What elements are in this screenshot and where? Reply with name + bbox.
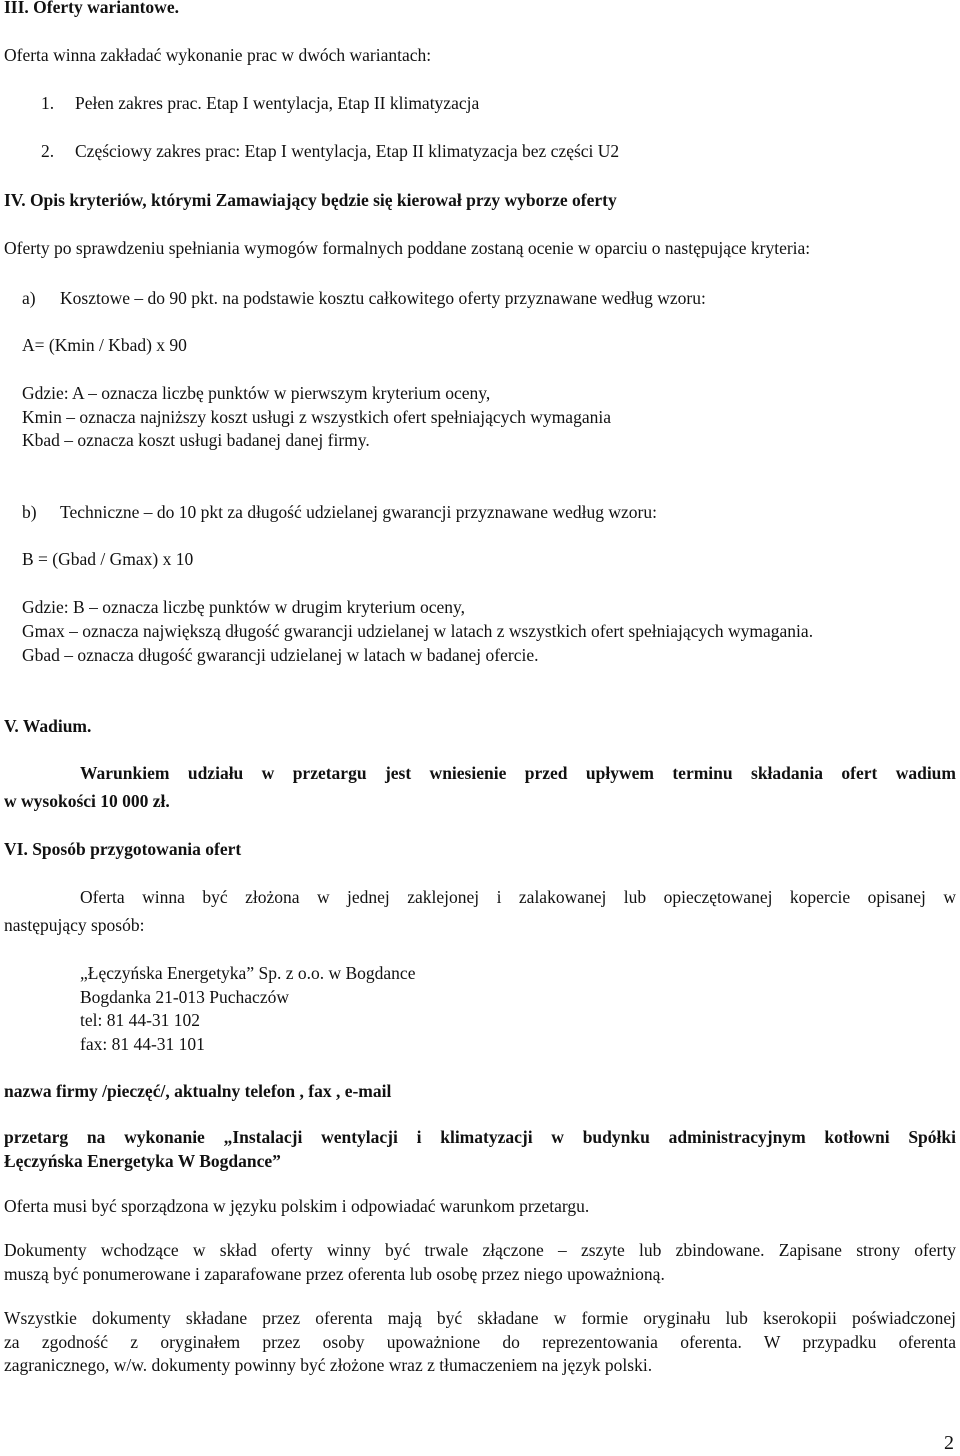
criterion-a: [22, 287, 706, 310]
criterion-a-text: Kosztowe – do 90 pkt. na podstawie kosztu całkowitego oferty przyznawane według wzoru:: [60, 288, 706, 308]
formula-a: A= (Kmin / Kbad) x 90: [22, 335, 187, 355]
criterion-a-label: a): [22, 288, 36, 308]
list-item: [41, 92, 479, 115]
docs-paragraph-1: Dokumenty wchodzące w skład oferty winny być trwale złączone – zszyte lub zbindowane. Zapisane strony oferty: [4, 1240, 956, 1260]
section-5-text-cont: w wysokości 10 000 zł.: [4, 791, 170, 811]
list-item-text: Częściowy zakres prac: Etap I wentylacja, Etap II klimatyzacja bez części U2: [75, 141, 620, 161]
docs-paragraph-2-line3: zagranicznego, w/w. dokumenty powinny być złożone wraz z tłumaczeniem na język polski.: [4, 1355, 653, 1375]
section-6-heading: VI. Sposób przygotowania ofert: [4, 839, 242, 859]
tender-title-cont: Łęczyńska Energetyka W Bogdance”: [4, 1151, 281, 1171]
section-3-heading: III. Oferty wariantowe.: [4, 0, 179, 17]
section-5-heading: V. Wadium.: [4, 716, 92, 736]
list-item-text: Pełen zakres prac. Etap I wentylacja, Etap II klimatyzacja: [75, 93, 480, 113]
address-phone: tel: 81 44-31 102: [80, 1010, 201, 1030]
legend-line: Kbad – oznacza koszt usługi badanej danej firmy.: [22, 430, 370, 450]
language-requirement: Oferta musi być sporządzona w języku polskim i odpowiadać warunkom przetargu.: [4, 1196, 590, 1216]
docs-paragraph-2-line2: za zgodność z oryginałem przez osoby upoważnione do reprezentowania oferenta. W przypadku oferenta: [4, 1332, 956, 1352]
section-5-text: Warunkiem udziału w przetargu jest wniesienie przed upływem terminu składania ofert wadium: [80, 763, 956, 783]
list-item-number: 1.: [41, 93, 55, 113]
docs-paragraph-1-cont: muszą być ponumerowane i zaparafowane przez oferenta lub osobę przez niego upoważnioną.: [4, 1264, 665, 1284]
criterion-b: [22, 501, 657, 524]
list-item: [41, 140, 619, 163]
criterion-b-text: Techniczne – do 10 pkt za długość udzielanej gwarancji przyznawane według wzoru:: [60, 502, 657, 522]
list-item-number: 2.: [41, 141, 55, 161]
docs-paragraph-2: Wszystkie dokumenty składane przez oferenta mają być składane w formie oryginału lub kserokopii poświadczonej: [4, 1308, 956, 1328]
legend-line: Gdzie: B – oznacza liczbę punktów w drugim kryterium oceny,: [22, 597, 466, 617]
address-line: Bogdanka 21-013 Puchaczów: [80, 987, 289, 1007]
section-6-paragraph: Oferta winna być złożona w jednej zaklejonej i zalakowanej lub opieczętowanej kopercie opisanej w: [80, 887, 956, 907]
legend-line: Gmax – oznacza największą długość gwarancji udzielanej w latach z wszystkich ofert spełniających wymagania.: [22, 621, 814, 641]
address-fax: fax: 81 44-31 101: [80, 1034, 205, 1054]
tender-title: przetarg na wykonanie „Instalacji wentylacji i klimatyzacji w budynku administracyjnym kotłowni Spółki: [4, 1127, 956, 1147]
page-number: 2: [944, 1432, 954, 1454]
section-4-heading: IV. Opis kryteriów, którymi Zamawiający będzie się kierował przy wyborze oferty: [4, 190, 617, 210]
section-6-paragraph-cont: następujący sposób:: [4, 915, 145, 935]
legend-line: Gdzie: A – oznacza liczbę punktów w pierwszym kryterium oceny,: [22, 383, 491, 403]
firm-info-line: nazwa firmy /pieczęć/, aktualny telefon , fax , e-mail: [4, 1081, 392, 1101]
criterion-b-label: b): [22, 502, 37, 522]
legend-line: Gbad – oznacza długość gwarancji udzielanej w latach w badanej ofercie.: [22, 645, 539, 665]
section-4-intro: Oferty po sprawdzeniu spełniania wymogów formalnych poddane zostaną ocenie w oparciu o następujące kryteria:: [4, 238, 811, 258]
legend-line: Kmin – oznacza najniższy koszt usługi z wszystkich ofert spełniających wymagania: [22, 407, 611, 427]
section-3-intro: Oferta winna zakładać wykonanie prac w dwóch wariantach:: [4, 45, 432, 65]
address-line: „Łęczyńska Energetyka” Sp. z o.o. w Bogdance: [80, 963, 416, 983]
formula-b: B = (Gbad / Gmax) x 10: [22, 549, 194, 569]
